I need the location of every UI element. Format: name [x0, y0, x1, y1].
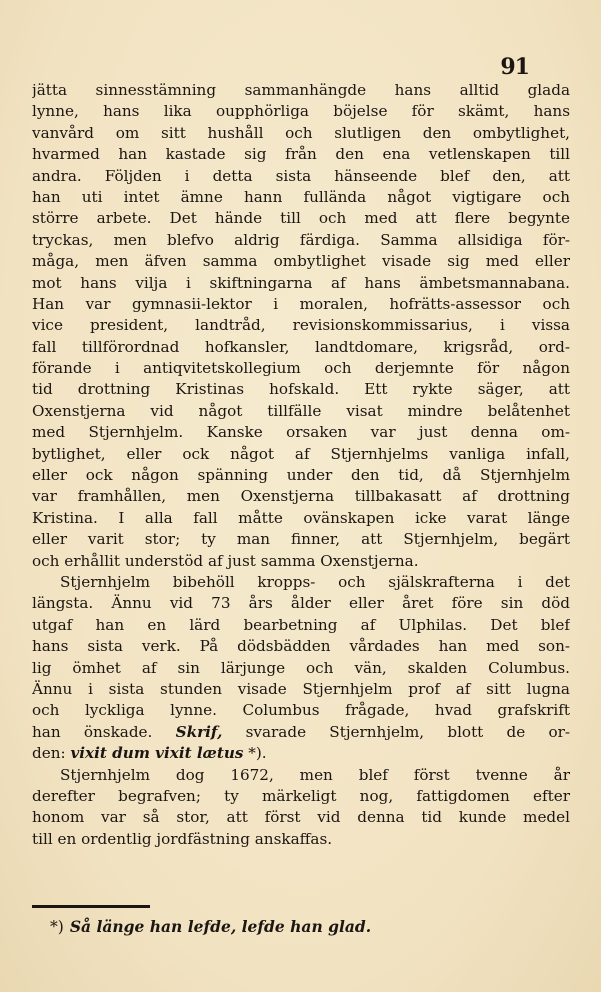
footnote [50, 916, 371, 938]
text-line: eller ock någon spänning under den tid, då Stjernhjelm [32, 466, 570, 485]
text-line: lig ömhet af sin lärjunge och vän, skalden Columbus. [32, 658, 570, 677]
text-fragment: svarade Stjernhjelm, blott de or- [222, 722, 570, 741]
footnote-reference: *). [248, 744, 267, 763]
text-line: större arbete. Det hände till och med att flere begynte [32, 209, 570, 228]
text-line: tryckas, men blefvo aldrig färdiga. Samma allsidiga för- [32, 230, 570, 249]
text-line: mot hans vilja i skiftningarna af hans ämbetsmannabana. [32, 273, 570, 292]
latin-quote: vixit dum vixit lætus [70, 744, 244, 763]
text-line: och erhållit understöd af just samma Oxenstjerna. [32, 551, 419, 570]
text-line: vanvård om sitt hushåll och slutligen den ombytlighet, [32, 123, 570, 142]
text-line: han uti intet ämne hann fullända något vigtigare och [32, 187, 570, 206]
body-text [32, 80, 570, 850]
text-line: lynne, hans lika oupphörliga böjelse för skämt, hans [32, 102, 570, 121]
text-line: Kristina. I alla fall måtte ovänskapen icke varat länge [32, 508, 570, 527]
quote-word: Skrif, [175, 722, 223, 741]
text-line: eller varit stor; ty man finner, att Stjernhjelm, begärt [32, 530, 570, 549]
text-line: Stjernhjelm dog 1672, men blef först tvenne år [60, 765, 570, 784]
text-line: med Stjernhjelm. Kanske orsaken var just denna om- [32, 423, 570, 442]
text-line: hvarmed han kastade sig från den ena vetlenskapen till [32, 145, 570, 164]
text-line: Stjernhjelm bibehöll kropps- och själskrafterna i det [60, 572, 570, 591]
text-fragment: han önskade. [32, 722, 153, 741]
text-line: Ännu i sista stunden visade Stjernhjelm prof af sitt lugna [32, 679, 570, 698]
text-line: måga, men äfven samma ombytlighet visade sig med eller [32, 252, 570, 271]
page-number: 91 [500, 54, 529, 80]
text-line: tid drottning Kristinas hofskald. Ett rykte säger, att [32, 380, 570, 399]
text-line: längsta. Ännu vid 73 års ålder eller året före sin död [32, 594, 570, 613]
text-line: jätta sinnesstämning sammanhängde hans alltid glada [32, 81, 570, 99]
text-line: vice president, landtråd, revisionskommissarius, i vissa [32, 316, 570, 335]
text-line: honom var så stor, att först vid denna tid kunde medel [32, 808, 570, 827]
text-line: andra. Följden i detta sista hänseende blef den, att [32, 166, 570, 185]
text-line [32, 743, 570, 764]
text-line: var framhållen, men Oxenstjerna tillbakasatt af drottning [32, 487, 570, 506]
footnote-text: Så länge han lefde, lefde han glad. [69, 917, 372, 936]
text-line: Oxenstjerna vid något tillfälle visat mindre belåtenhet [32, 401, 570, 420]
text-line: Han var gymnasii-lektor i moralen, hofrätts-assessor och [32, 294, 570, 313]
text-line [32, 722, 570, 743]
text-line: bytlighet, eller ock något af Stjernhjelms vanliga infall, [32, 444, 570, 463]
text-line: derefter begrafven; ty märkeligt nog, fattigdomen efter [32, 786, 570, 805]
text-line: fall tillförordnad hofkansler, landtdomare, krigsråd, ord- [32, 337, 570, 356]
footnote-divider [32, 905, 150, 908]
text-line: och lyckliga lynne. Columbus frågade, hvad grafskrift [32, 701, 570, 720]
text-line: hans sista verk. På dödsbädden vårdades han med son- [32, 637, 570, 656]
text-fragment: den: [32, 744, 71, 763]
text-line: förande i antiqvitetskollegium och derjemnte för någon [32, 359, 570, 378]
text-line: utgaf han en lärd bearbetning af Ulphilas. Det blef [32, 615, 570, 634]
footnote-marker: *) [50, 918, 64, 936]
text-line: till en ordentlig jordfästning anskaffas. [32, 829, 333, 848]
